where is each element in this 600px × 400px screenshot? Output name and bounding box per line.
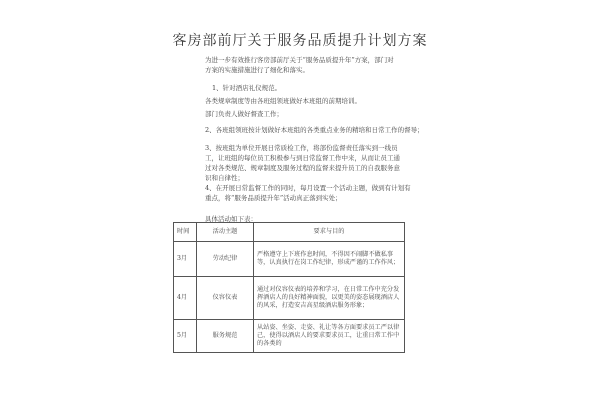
- table-row: [174, 277, 405, 320]
- header-theme: 活动主题: [197, 223, 254, 242]
- item-1-sub-1: 各类规章制度等由各班组领班做好本班组的前期培训。: [205, 97, 361, 105]
- row-theme: 劳动纪律: [197, 242, 254, 277]
- row-description: 通过对仪容仪表的培养和学习，在日常工作中充分发挥酒店人的良好精神面貌，以更美的姿态展现酒店人的风采，打造安吉高星级酒店服务形象；: [254, 277, 405, 320]
- activity-table: [173, 222, 405, 353]
- row-description: 严格遵守上下班作息时间，不得因不闹脚不做私事等，认真执行在岗工作纪律，形成严谨的工作作风；: [254, 242, 405, 277]
- table-row: [174, 242, 405, 277]
- header-time: 时间: [174, 223, 197, 242]
- item-2-paragraph: 2、各班组领班按计划做好本班组的各类重点业务的精培和日常工作的督导；: [205, 126, 424, 134]
- row-month: 3月: [174, 242, 197, 277]
- table-caption: 具体活动如下表：: [205, 215, 257, 223]
- document-title: 客房部前厅关于服务品质提升计划方案: [172, 33, 428, 49]
- item-1-sub-2: 部门负责人做好督查工作；: [205, 110, 283, 118]
- row-theme: 仪容仪表: [197, 277, 254, 320]
- table-header-row: [174, 223, 405, 242]
- header-requirements: 要求与目的: [254, 223, 405, 242]
- row-month: 4月: [174, 277, 197, 320]
- table-row: [174, 320, 405, 353]
- row-month: 5月: [174, 320, 197, 353]
- item-1-heading: 1、针对酒店礼仪规范。: [212, 84, 282, 92]
- intro-paragraph: 为进一步有效推行客房部前厅关于“服务品质提升年”方案，部门对方案的实施措施进行了细化和落实。: [205, 56, 394, 74]
- row-theme: 服务规范: [197, 320, 254, 353]
- row-description: 从站姿、坐姿、走姿、礼让等各方面要求员工严以律己，使得以酒店人的要求要求员工，让重日常工作中的各类的: [254, 320, 405, 353]
- item-4-paragraph: 4、在开展日常监督工作的同时，每月设置一个活动主题，做到有计划有重点，将“服务品质提升年”活动真正落到实处；: [205, 184, 411, 202]
- item-3-paragraph: 3、按班组为单位开展日常质检工作，将部份监督责任落实到一线员工，让班组的每位员工积极参与到日常监督工作中来，从而让员工通过对各类规范、规章制度及服务过程的监督来提升员工的自我服务意识和自律性；: [205, 144, 400, 182]
